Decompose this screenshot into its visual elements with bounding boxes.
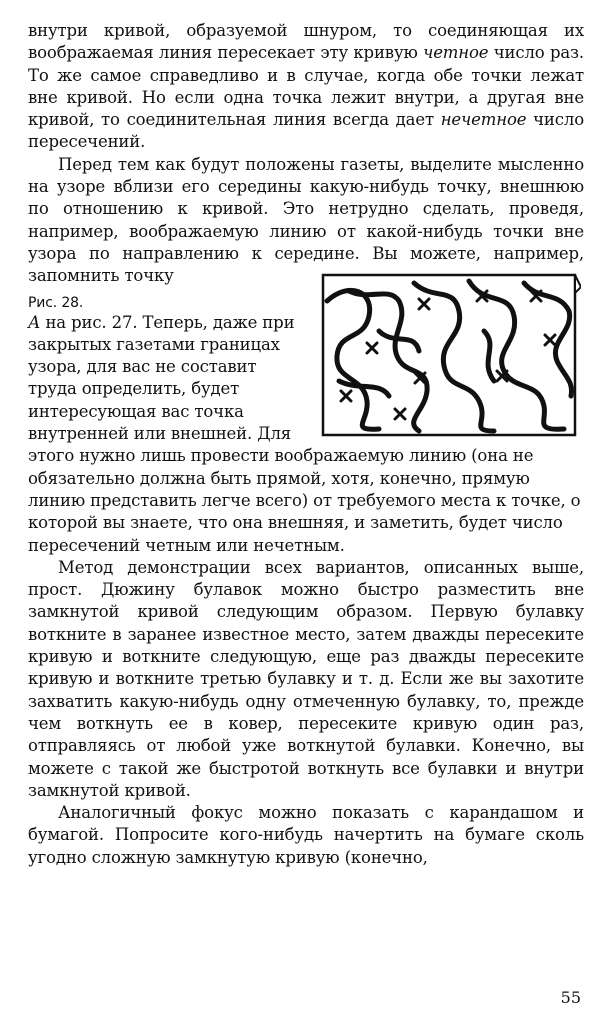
text-run: Перед тем как будут положены газеты, выделите мысленно на узоре вблизи его середины какую-нибудь точку, внешнюю по отношению к кривой. Это нетрудно сделать, проведя, например, воображаемую линию от какой-нибудь точки вне узора по направлению к середине. Вы можете, например, запомнить точку: [28, 154, 584, 286]
italic-word-odd: нечетное: [440, 110, 527, 130]
figure-caption: Рис. 28.: [28, 294, 84, 311]
italic-word-even: четное: [423, 43, 489, 63]
maze-curve-illustration: [319, 271, 581, 441]
point-label: А: [28, 312, 41, 332]
paragraph-4: Аналогичный фокус можно показать с карандашом и бумагой. Попросите кого-нибудь начертить на бумаге сколь угодно сложную замкнутую кривую (конечно,: [28, 803, 584, 867]
text-run: число раз. То же самое справедливо и в случае, когда обе точки лежат вне кривой. Но если одна точка лежит внутри, а другая вне кривой, то соединительная линия всегда дает: [28, 43, 584, 130]
paragraph-2: [28, 154, 584, 288]
text-run: число пересечений.: [28, 110, 584, 152]
page-number: 55: [560, 988, 581, 1007]
paragraph-1: [28, 20, 584, 154]
figure-28: [316, 271, 584, 441]
text-run: на рис. 27. Теперь, даже при закрытых газетами границах узора, для вас не составит труда определить, будет интересующая вас точка внутренней или внешней. Для этого нужно лишь провести воображаемую линию (она не обязательно должна быть прямой, хотя, конечно, прямую линию представить легче всего) от требуемого места к точке, о которой вы знаете, что она внешняя, и заметить, будет число пересечений четным или нечетным.: [28, 312, 581, 555]
page-body: [28, 20, 584, 869]
paragraph-3: Метод демонстрации всех вариантов, описанных выше, прост. Дюжину булавок можно быстро разместить вне замкнутой кривой следующим образом. Первую булавку воткните в заранее известное место, затем дважды пересеките кривую и воткните следующую, еще раз дважды пересеките кривую и воткните третью булавку и т. д. Если же вы захотите захватить какую-нибудь одну отмеченную булавку, то, прежде чем воткнуть ее в ковер, пересеките кривую один раз, отправляясь от любой уже воткнутой булавки. Конечно, вы можете с такой же быстротой воткнуть все булавки и внутри замкнутой кривой.: [28, 557, 584, 800]
text-run: внутри кривой, образуемой шнуром, то соединяющая их воображаемая линия пересекает эту кривую: [28, 21, 584, 63]
